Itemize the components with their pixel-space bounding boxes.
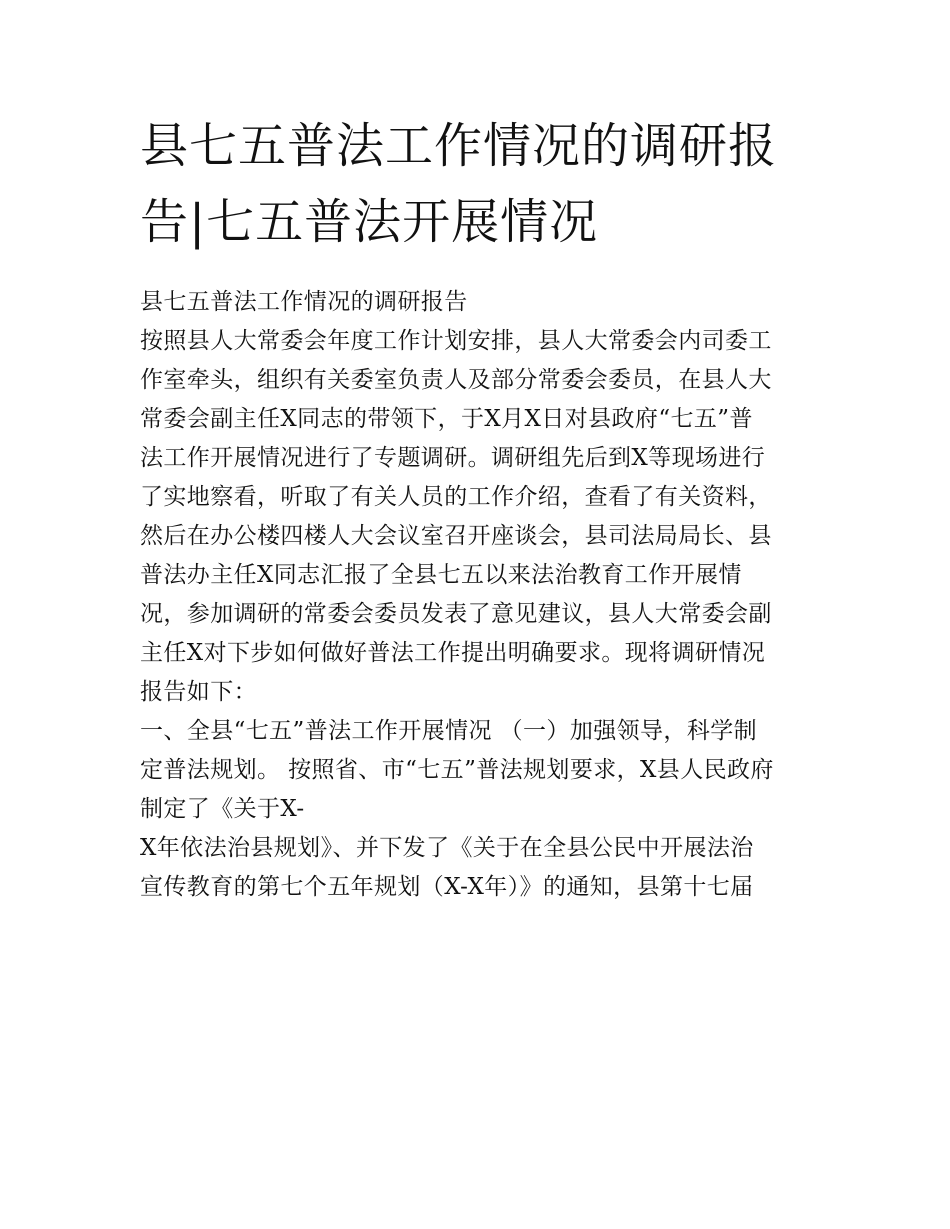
report-subtitle: 县七五普法工作情况的调研报告 <box>140 289 468 315</box>
paragraph-line: 定普法规划。 按照省、市“七五”普法规划要求，X县人民政府 <box>140 757 774 783</box>
paragraph-line: 报告如下： <box>140 679 257 705</box>
section-heading-line: 一、全县“七五”普法工作开展情况 （一）加强领导，科学制 <box>140 718 758 744</box>
paragraph-line: X年依法治县规划》、并下发了《关于在全县公民中开展法治 <box>140 835 754 861</box>
title-line-2: 告|七五普法开展情况 <box>140 194 599 250</box>
paragraph-line: 主任X对下步如何做好普法工作提出明确要求。现将调研情况 <box>140 640 766 666</box>
document-body <box>140 283 830 907</box>
document-title <box>140 108 820 260</box>
paragraph-line: 常委会副主任X同志的带领下，于X月X日对县政府“七五”普 <box>140 406 753 432</box>
paragraph-line: 宣传教育的第七个五年规划（X-X年）》的通知，县第十七届 <box>140 874 754 900</box>
title-line-1: 县七五普法工作情况的调研报 <box>140 118 778 174</box>
paragraph-line: 按照县人大常委会年度工作计划安排，县人大常委会内司委工 <box>140 328 772 354</box>
paragraph-line: 普法办主任X同志汇报了全县七五以来法治教育工作开展情 <box>140 562 742 588</box>
paragraph-line: 作室牵头，组织有关委室负责人及部分常委会委员，在县人大 <box>140 367 772 393</box>
paragraph-line: 法工作开展情况进行了专题调研。调研组先后到X等现场进行 <box>140 445 766 471</box>
paragraph-line: 况，参加调研的常委会委员发表了意见建议，县人大常委会副 <box>140 601 772 627</box>
paragraph-line: 了实地察看，听取了有关人员的工作介绍，查看了有关资料， <box>140 484 772 510</box>
paragraph-line: 然后在办公楼四楼人大会议室召开座谈会，县司法局局长、县 <box>140 523 772 549</box>
paragraph-line: 制定了《关于X- <box>140 796 305 822</box>
